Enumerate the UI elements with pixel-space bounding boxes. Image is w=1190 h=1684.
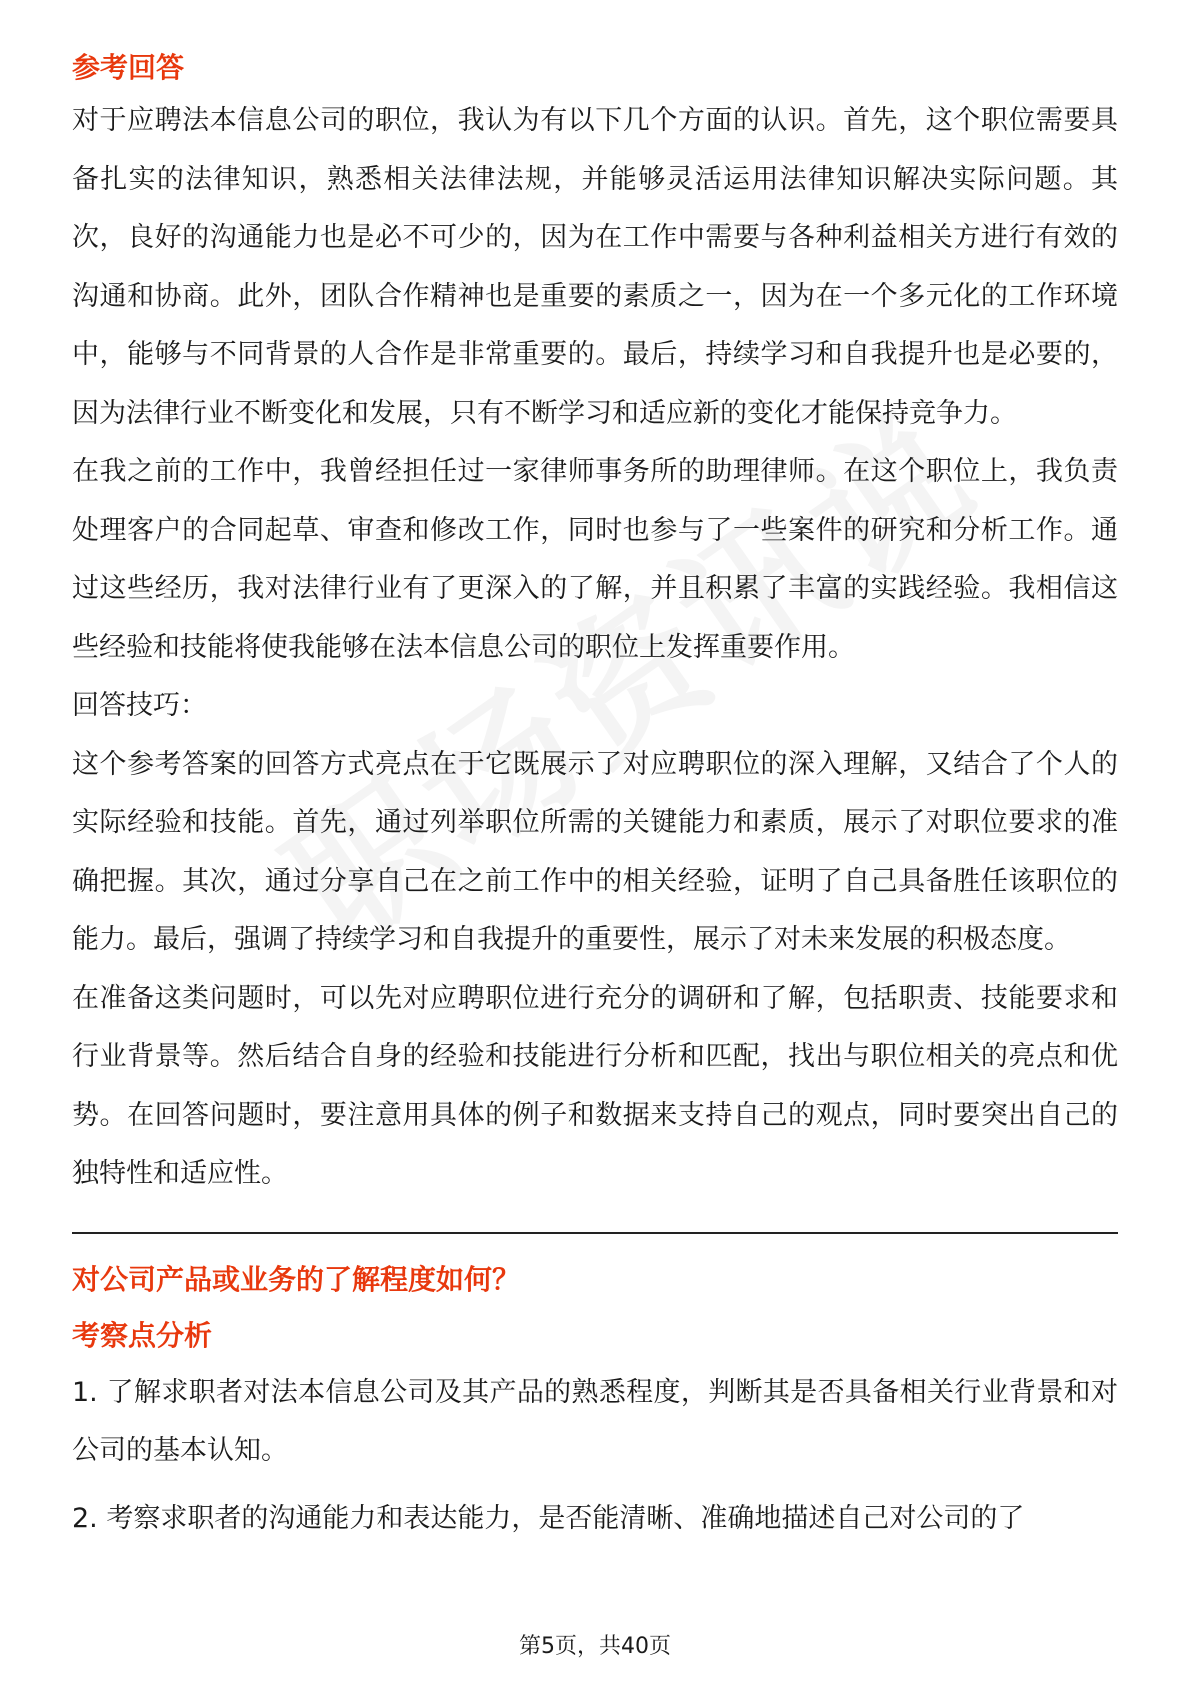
analysis-heading: 考察点分析	[72, 1318, 213, 1352]
question-title: 对公司产品或业务的了解程度如何？	[72, 1262, 521, 1296]
analysis-item: 2. 考察求职者的沟通能力和表达能力，是否能清晰、准确地描述自己对公司的了	[72, 1502, 1025, 1534]
tips-paragraph: 在准备这类问题时，可以先对应聘职位进行充分的调研和了解，包括职责、技能要求和行业背景等。然后结合自身的经验和技能进行分析和匹配，找出与职位相关的亮点和优势。在回答问题时，要注意用具体的例子和数据来支持自己的观点，同时要突出自己的独特性和适应性。	[72, 982, 1118, 1189]
tips-label: 回答技巧：	[72, 690, 207, 721]
answer-paragraph: 对于应聘法本信息公司的职位，我认为有以下几个方面的认识。首先，这个职位需要具备扎实的法律知识，熟悉相关法律法规，并能够灵活运用法律知识解决实际问题。其次，良好的沟通能力也是必不可少的，因为在工作中需要与各种利益相关方进行有效的沟通和协商。此外，团队合作精神也是重要的素质之一，因为在一个多元化的工作环境中，能够与不同背景的人合作是非常重要的。最后，持续学习和自我提升也是必要的，因为法律行业不断变化和发展，只有不断学习和适应新的变化才能保持竞争力。	[72, 105, 1118, 429]
page-content	[72, 44, 1118, 1558]
answer-heading: 参考回答	[72, 51, 185, 84]
section-divider	[72, 1232, 1118, 1234]
analysis-item: 1. 了解求职者对法本信息公司及其产品的熟悉程度，判断其是否具备相关行业背景和对公司的基本认知。	[72, 1376, 1118, 1466]
page-number: 第5页，共40页	[519, 1634, 671, 1659]
tips-paragraph: 这个参考答案的回答方式亮点在于它既展示了对应聘职位的深入理解，又结合了个人的实际经验和技能。首先，通过列举职位所需的关键能力和素质，展示了对职位要求的准确把握。其次，通过分享自己在之前工作中的相关经验，证明了自己具备胜任该职位的能力。最后，强调了持续学习和自我提升的重要性，展示了对未来发展的积极态度。	[72, 748, 1118, 955]
answer-paragraph: 在我之前的工作中，我曾经担任过一家律师事务所的助理律师。在这个职位上，我负责处理客户的合同起草、审查和修改工作，同时也参与了一些案件的研究和分析工作。通过这些经历，我对法律行业有了更深入的了解，并且积累了丰富的实践经验。我相信这些经验和技能将使我能够在法本信息公司的职位上发挥重要作用。	[72, 456, 1118, 663]
